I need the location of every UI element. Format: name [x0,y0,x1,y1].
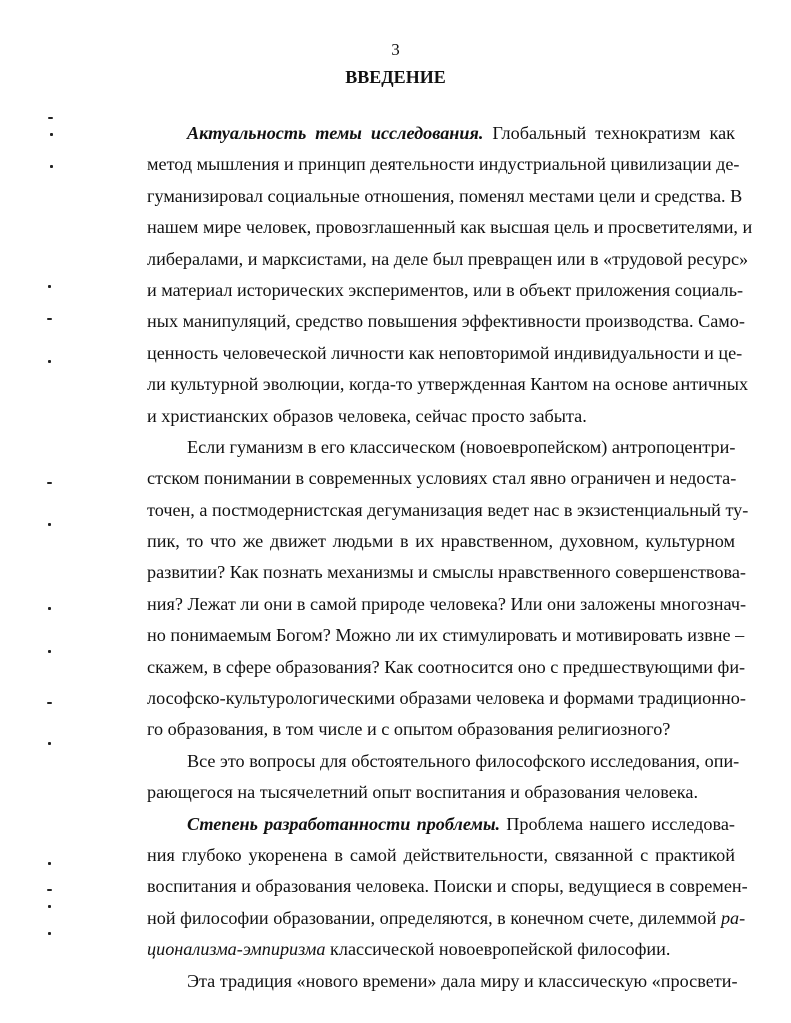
scan-mark [48,607,51,610]
section-heading: ВВЕДЕНИЕ [345,67,446,87]
text-line [147,369,749,400]
text-line [147,652,746,683]
text-run: скажем, в сфере образования? Как соотносится оно с предшествующими фи- [147,656,746,677]
text-run: пик, то что же движет людьми в их нравственном, духовном, культурном [147,531,735,552]
text-run: стском понимании в современных условиях стал явно ограничен и недоста- [147,468,737,489]
text-line [147,275,744,306]
body-text [147,118,753,997]
text-run: Проблема нашего исследова- [500,813,735,834]
text-line [147,714,735,745]
emphasis-run: ра- [720,907,746,928]
scan-mark [48,742,51,745]
text-run: ной философии образовании, определяются, в конечном счете, дилеммой [147,907,721,928]
text-run: гуманизировал социальные отношения, поменял местами цели и средства. В [147,185,743,206]
text-run: но понимаемым Богом? Можно ли их стимулировать и мотивировать извне – [147,625,745,646]
text-line [147,118,735,149]
scan-mark [50,165,53,168]
emphasis-run: Степень разработанности проблемы. [187,813,501,834]
text-line [147,589,747,620]
scan-mark [50,133,53,136]
text-line [147,809,735,840]
text-line [147,683,746,714]
text-line [147,212,753,243]
text-run: Если гуманизм в его классическом (новоевропейском) антропоцентри- [187,436,736,457]
text-run: ценность человеческой личности как неповторимой индивидуальности и це- [147,342,743,363]
emphasis-run: Актуальность темы исследования. [187,123,484,143]
text-line [147,401,735,432]
text-line [147,903,746,934]
text-run: либералами, и марксистами, на деле был превращен или в «трудовой ресурс» [147,248,749,269]
text-line [147,463,735,494]
scan-mark [47,318,52,320]
text-run: го образования, в том числе и с опытом образования религиозного? [147,719,671,740]
text-line [147,934,735,965]
text-line [147,966,738,997]
text-line [147,557,746,588]
text-line [147,495,749,526]
text-line [147,181,743,212]
text-run: классической новоевропейской философии. [325,939,671,960]
scan-mark [47,889,52,891]
text-line [147,746,740,777]
text-run: ния? Лежат ли они в самой природе человека? Или они заложены многознач- [147,593,747,614]
text-run: ных манипуляций, средство повышения эффективности производства. Само- [147,311,745,332]
text-run: Глобальный технократизм как [483,123,735,143]
text-line [147,871,748,902]
text-run: и материал исторических экспериментов, или в объект приложения социаль- [147,279,744,300]
text-line [147,526,735,557]
scan-mark [48,360,51,363]
scan-mark [47,482,52,484]
text-run: развитии? Как познать механизмы и смыслы нравственного совершенствова- [147,562,746,583]
scan-mark [48,905,51,908]
text-run: точен, а постмодернистская дегуманизация ведет нас в экзистенциальный ту- [147,499,749,520]
scan-mark [48,117,53,119]
text-line [147,840,735,871]
page-number: 3 [391,40,400,59]
text-run: ния глубоко укоренена в самой действительности, связанной с практикой [147,844,735,865]
text-run: Эта традиция «нового времени» дала миру и классическую «просвети- [187,970,738,991]
text-run: Все это вопросы для обстоятельного философского исследования, опи- [187,750,740,771]
scan-mark [48,285,51,288]
text-run: воспитания и образования человека. Поиски и споры, ведущиеся в современ- [147,876,748,897]
scan-mark [48,862,51,865]
text-run: метод мышления и принцип деятельности индустриальной цивилизации де- [147,154,740,175]
text-line [147,306,745,337]
text-line [147,620,745,651]
scan-mark [48,650,51,653]
text-line [147,244,749,275]
scan-mark [48,523,51,526]
text-run: и христианских образов человека, сейчас просто забыта. [147,405,587,426]
text-line [147,432,735,463]
text-run: нашем мире человек, провозглашенный как высшая цель и просветителями, и [147,217,753,238]
text-line [147,338,743,369]
emphasis-run: ционализма-эмпиризма [147,939,326,960]
text-line [147,149,740,180]
text-run: ли культурной эволюции, когда-то утвержденная Кантом на основе античных [147,374,749,395]
text-line [147,777,735,808]
text-run: рающегося на тысячелетний опыт воспитания и образования человека. [147,782,698,803]
text-run: лософско-культурологическими образами человека и формами традиционно- [147,688,746,709]
scan-mark [48,932,51,935]
scan-mark [47,702,52,704]
